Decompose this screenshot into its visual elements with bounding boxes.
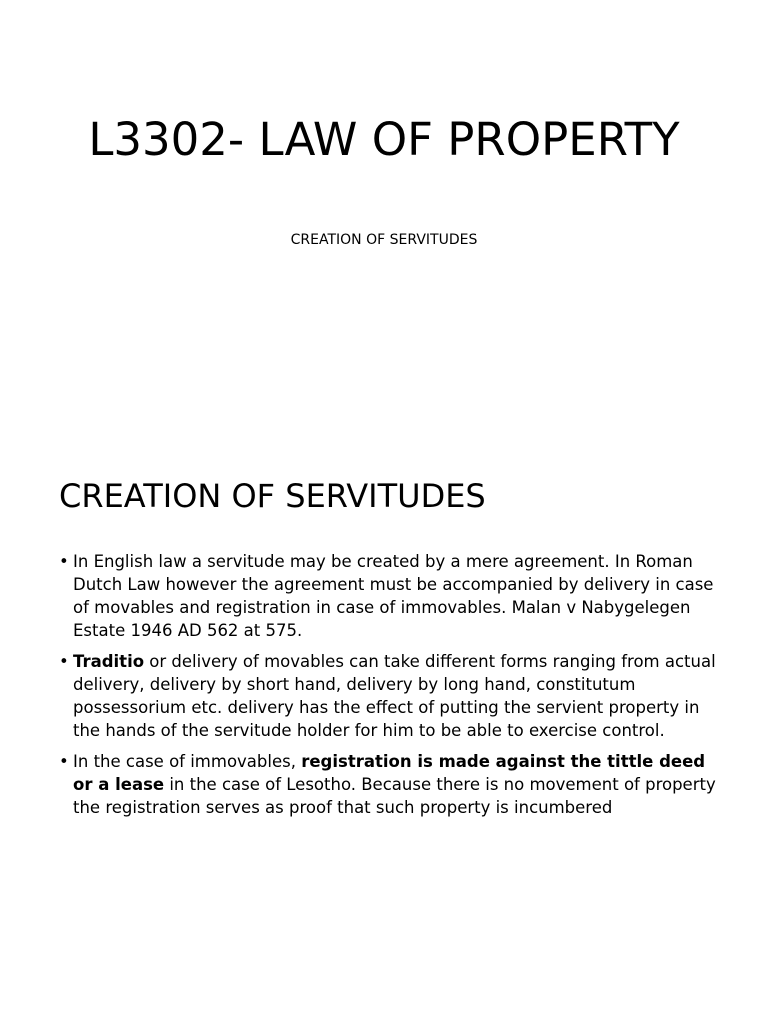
bullet-item [59,750,719,819]
bullet-bold-phrase: registration is made against the tittle deed or a lease [73,752,706,794]
bullet-list [59,550,719,827]
bullet-text-lead: In the case of immovables, [73,752,302,771]
bullet-bold-term: Traditio [73,652,145,671]
section-heading: CREATION OF SERVITUDES [59,477,486,515]
bullet-marker: • [59,652,69,671]
bullet-text: or delivery of movables can take different forms ranging from actual delivery, delivery by short hand, delivery by long hand, constitutum possessorium etc. delivery has the effect of putting the servient property in the hands of the servitude holder for him to be able to exercise control. [73,652,716,740]
slide-subtitle: CREATION OF SERVITUDES [290,232,478,248]
slide-title: L3302- LAW OF PROPERTY [88,113,680,166]
bullet-item [59,550,719,642]
bullet-text: in the case of Lesotho. Because there is no movement of property the registration serves as proof that such property is incumbered [73,775,716,817]
bullet-marker: • [59,752,69,771]
bullet-text: In English law a servitude may be created by a mere agreement. In Roman Dutch Law however the agreement must be accompanied by delivery in case of movables and registration in case of immovables. Malan v Nabygelegen Estate 1946 AD 562 at 575. [73,552,714,640]
bullet-item [59,650,719,742]
bullet-marker: • [59,552,69,571]
